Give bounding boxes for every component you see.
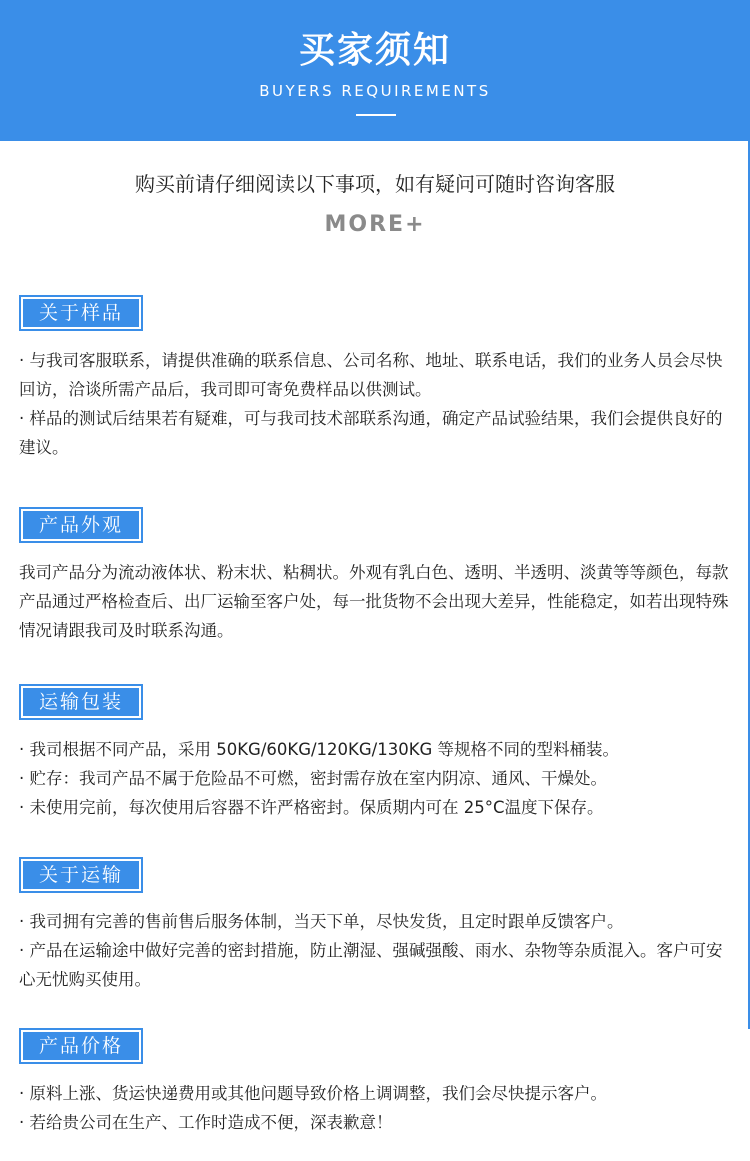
list-item: · 我司根据不同产品，采用 50KG/60KG/120KG/130KG 等规格不同的型料桶装。 [19, 740, 620, 759]
title-divider [356, 114, 396, 116]
section-title-packaging [19, 684, 143, 720]
section-title-label: 产品外观 [23, 511, 139, 539]
list-item: · 贮存：我司产品不属于危险品不可燃，密封需存放在室内阴凉、通风、干燥处。 [19, 769, 607, 788]
section-body-appearance [19, 558, 731, 645]
list-item: · 产品在运输途中做好完善的密封措施，防止潮湿、强碱强酸、雨水、杂物等杂质混入。客户可安心无忧购买使用。 [19, 941, 723, 989]
list-item: · 我司拥有完善的售前售后服务体制，当天下单，尽快发货，且定时跟单反馈客户。 [19, 912, 624, 931]
section-body-packaging [19, 735, 731, 822]
section-body-shipping [19, 907, 731, 994]
header-banner [0, 0, 750, 141]
list-item: · 未使用完前，每次使用后容器不许严格密封。保质期内可在 25°C温度下保存。 [19, 798, 604, 817]
section-title-samples [19, 295, 143, 331]
list-item: · 若给贵公司在生产、工作时造成不便，深表歉意！ [19, 1113, 393, 1132]
section-title-appearance [19, 507, 143, 543]
list-item: 我司产品分为流动液体状、粉末状、粘稠状。外观有乳白色、透明、半透明、淡黄等等颜色，每款产品通过严格检查后、出厂运输至客户处，每一批货物不会出现大差异，性能稳定，如若出现特殊情况请跟我司及时联系沟通。 [19, 563, 729, 640]
section-title-label: 运输包装 [23, 688, 139, 716]
section-title-label: 关于运输 [23, 861, 139, 889]
section-title-pricing [19, 1028, 143, 1064]
section-title-label: 产品价格 [23, 1032, 139, 1060]
page-title: 买家须知 [298, 30, 451, 71]
section-body-samples [19, 346, 731, 462]
more-link[interactable]: MORE+ [324, 212, 426, 237]
section-title-label: 关于样品 [23, 299, 139, 327]
page-subtitle: BUYERS REQUIREMENTS [259, 82, 491, 100]
intro-text: 购买前请仔细阅读以下事项，如有疑问可随时咨询客服 [135, 172, 615, 196]
section-body-pricing [19, 1079, 731, 1137]
list-item: · 样品的测试后结果若有疑难，可与我司技术部联系沟通，确定产品试验结果，我们会提供良好的建议。 [19, 409, 723, 457]
list-item: · 原料上涨、货运快递费用或其他问题导致价格上调调整，我们会尽快提示客户。 [19, 1084, 607, 1103]
section-title-shipping [19, 857, 143, 893]
list-item: · 与我司客服联系，请提供准确的联系信息、公司名称、地址、联系电话，我们的业务人员会尽快回访，洽谈所需产品后，我司即可寄免费样品以供测试。 [19, 351, 723, 399]
